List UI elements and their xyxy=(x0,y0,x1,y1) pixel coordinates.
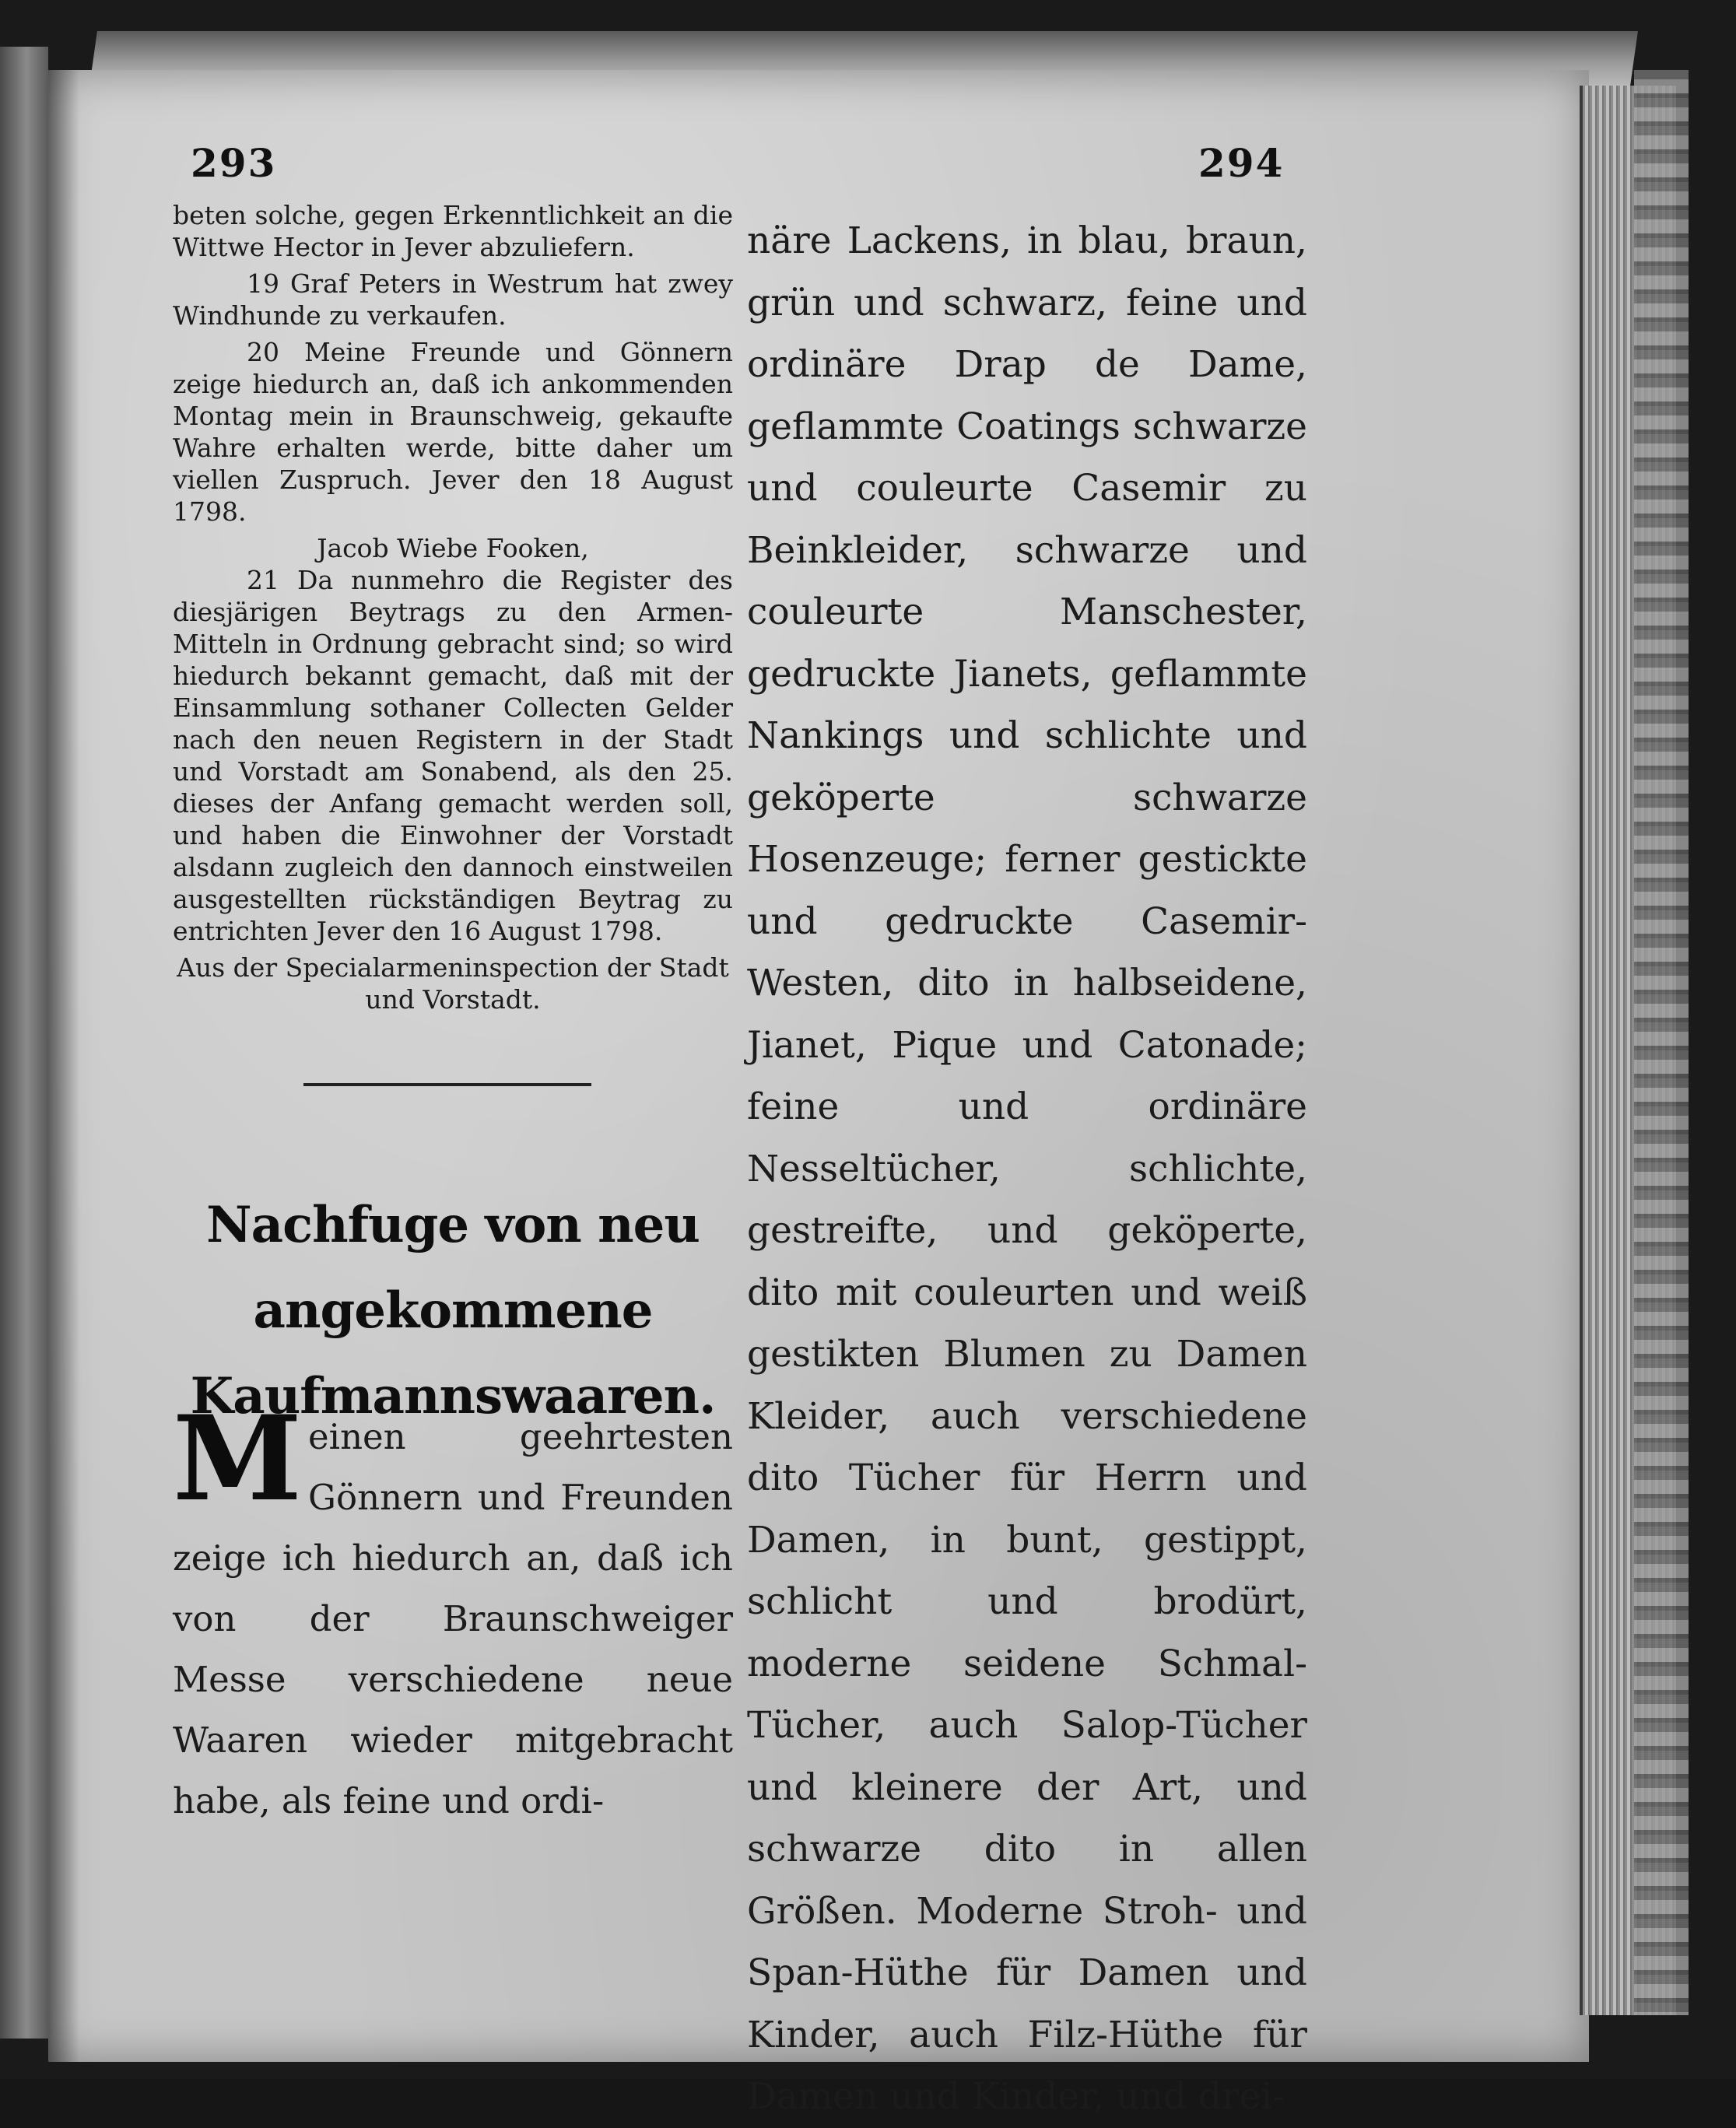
section-divider xyxy=(303,1083,591,1086)
advert-body-left xyxy=(173,1390,733,1832)
notices-column xyxy=(173,199,733,1015)
drop-cap: M xyxy=(173,1390,303,1527)
page-number-left: 293 xyxy=(191,140,277,186)
notice-21-signature: Aus der Specialarmeninspection der Stadt und Vorstadt. xyxy=(177,952,729,1015)
notice-20: 20 Meine Freunde und Gönnern zeige hiedurch an, daß ich ankommenden Montag mein in Braunschweig, gekaufte Wahre erhalten werde, bitte daher um viellen Zuspruch. Jever den 18 August 1798. xyxy=(173,337,733,527)
section-heading: Nachfuge von neu angekommene Kaufmannswaaren. xyxy=(190,1196,716,1425)
notice-20-signature: Jacob Wiebe Fooken, xyxy=(317,533,589,563)
page-number-right: 294 xyxy=(1198,140,1285,186)
advert-body-right: näre Lackens, in blau, braun, grün und schwarz, feine und ordinäre Drap de Dame, geflammte Coatings schwarze und couleurte Casemir zu Beinkleider, schwarze und couleurte Manschester, gedruckte Jianets, geflammte Nankings und schlichte und geköperte schwarze Hosenzeuge; ferner gestickte und gedruckte Casemir-Westen, dito in halbseidene, Jianet, Pique und Catonade; feine und ordinäre Nesseltücher, schlichte, gestreifte, und geköperte, dito mit couleurten und weiß gestikten Blumen zu Damen Kleider, auch verschiedene dito Tücher für Herrn und Damen, in bunt, gestippt, schlicht und brodürt, moderne seidene Schmal-Tücher, auch Salop-Tücher und kleinere der Art, und schwarze dito in allen Größen. Moderne Stroh- und Span-Hüthe für Damen und Kinder, auch Filz-Hüthe für Damen und Kinder, und drei- xyxy=(747,219,1307,2118)
notice-21: 21 Da nunmehro die Register des diesjärigen Beytrags zu den Armen-Mitteln in Ordnung gebracht sind; so wird hiedurch bekannt gemacht, daß mit der Einsammlung sothaner Collecten Gelder nach den neuen Registern in der Stadt und Vorstadt am Sonabend, als den 25. dieses der Anfang gemacht werden soll, und haben die Einwohner der Vorstadt alsdann zugleich den dannoch einstweilen ausgestellten rückständigen Beytrag zu entrichten Jever den 16 August 1798. xyxy=(173,565,733,946)
previous-page-edge xyxy=(0,47,48,2039)
fore-edge-pages xyxy=(1634,70,1689,2015)
notice-continued: beten solche, gegen Erkenntlichkeit an die Wittwe Hector in Jever abzuliefern. xyxy=(173,200,733,262)
notice-19: 19 Graf Peters in Westrum hat zwey Windhunde zu verkaufen. xyxy=(173,268,733,331)
binding-gutter-shadow xyxy=(48,70,79,2062)
advert-text-start: einen geehrtesten Gönnern und Freunden zeige ich hiedurch an, daß ich von der Braunschweiger Messe verschiedene neue Waaren wieder mitgebracht habe, als feine und ordi- xyxy=(173,1416,733,1821)
